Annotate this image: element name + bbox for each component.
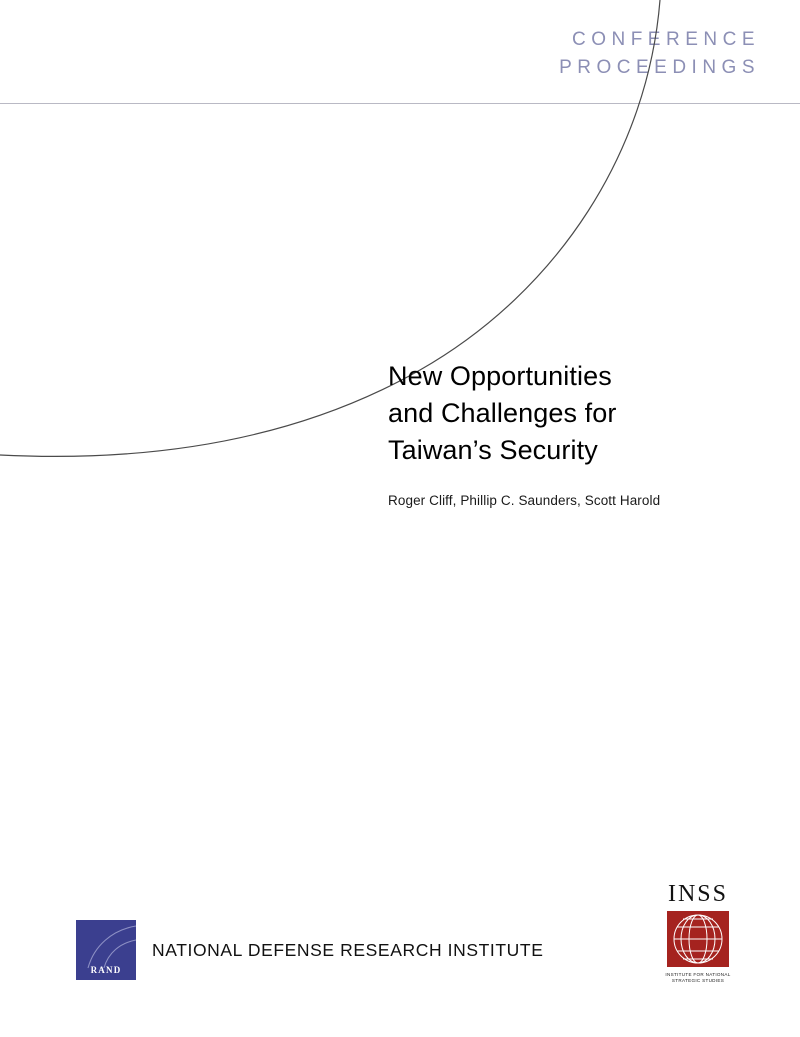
series-label-line1: CONFERENCE <box>571 29 760 50</box>
rand-wordmark: RAND <box>90 965 122 975</box>
series-label <box>0 26 760 82</box>
header-rule <box>0 103 800 104</box>
series-label-line2: PROCEEDINGS <box>559 57 760 78</box>
rand-logo-icon <box>76 920 136 980</box>
inss-caption <box>660 972 736 984</box>
page-title-line2: and Challenges for <box>388 398 617 428</box>
rand-division-label: NATIONAL DEFENSE RESEARCH INSTITUTE <box>152 939 544 960</box>
inss-globe-icon <box>667 911 729 967</box>
author-list: Roger Cliff, Phillip C. Saunders, Scott Harold <box>388 493 661 508</box>
inss-caption-line2: STRATEGIC STUDIES <box>671 978 725 983</box>
rand-publisher-block <box>76 920 543 980</box>
page-title-line3: Taiwan’s Security <box>388 435 598 465</box>
inss-wordmark: INSS <box>667 881 729 907</box>
page-title-line1: New Opportunities <box>388 361 612 391</box>
inss-publisher-block <box>660 882 736 984</box>
title-block <box>388 358 768 508</box>
inss-caption-line1: INSTITUTE FOR NATIONAL <box>665 972 731 977</box>
page-title <box>388 358 768 469</box>
